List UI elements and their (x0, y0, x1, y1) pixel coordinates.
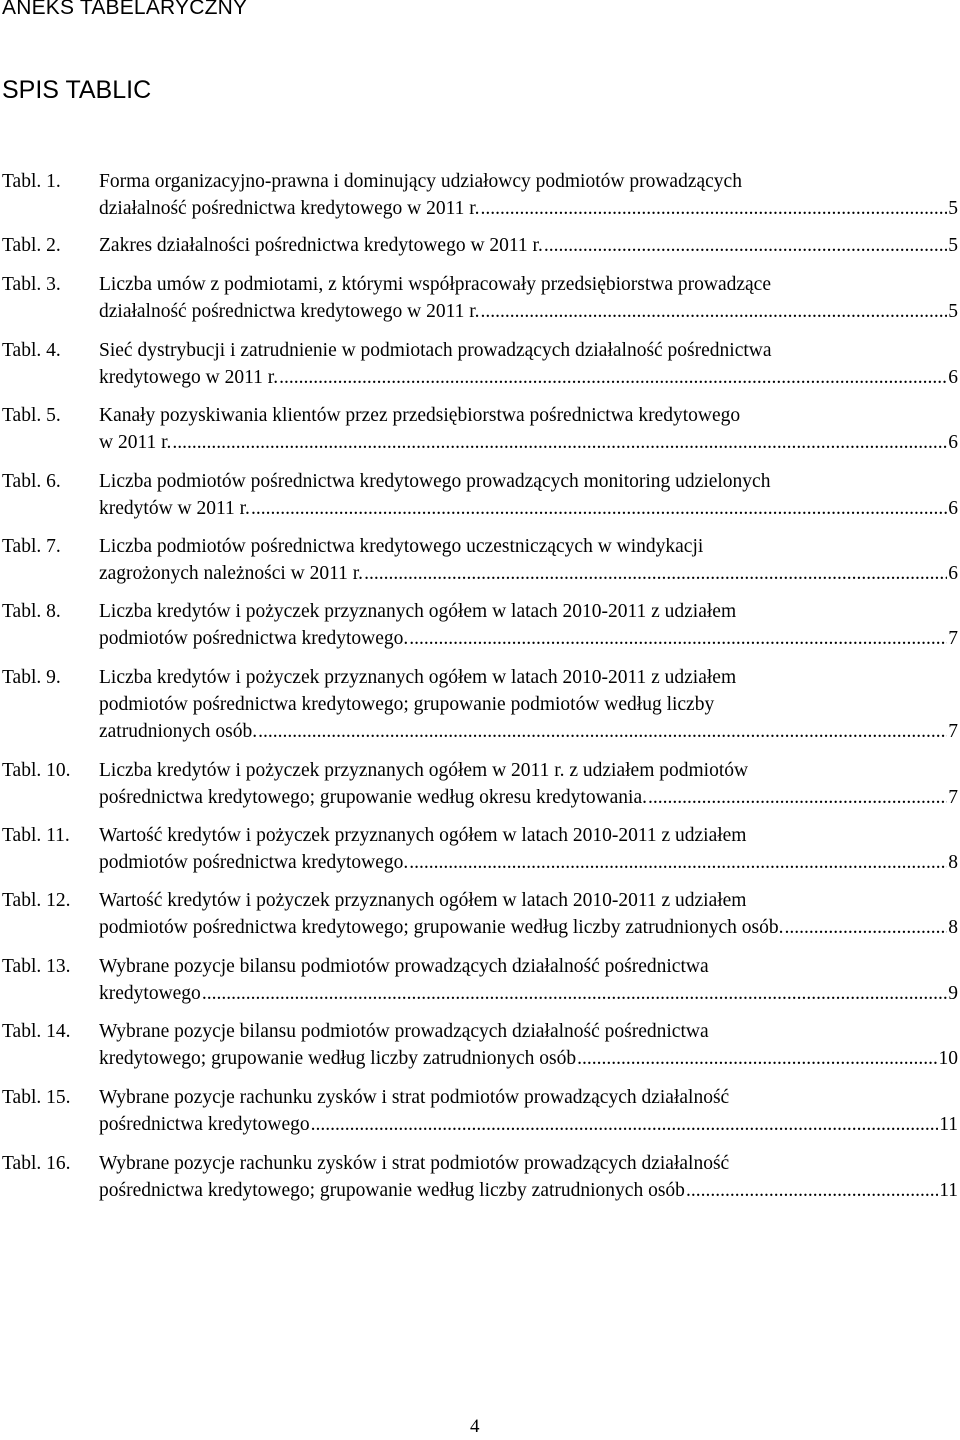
leader-dots (409, 849, 947, 876)
toc-entry-text: Wybrane pozycje bilansu podmiotów prowadzących działalność pośrednictwa (99, 1021, 709, 1042)
toc-entry-page: 6 (948, 432, 958, 453)
leader-dots (202, 980, 947, 1007)
toc-entry-label: Tabl. 5. (2, 405, 61, 426)
leader-dots (481, 195, 948, 222)
leader-dots (481, 298, 948, 325)
page-number: 4 (470, 1416, 480, 1437)
toc-entry-label: Tabl. 2. (2, 235, 61, 256)
toc-entry-label: Tabl. 14. (2, 1021, 71, 1042)
toc-entry-page: 6 (948, 367, 958, 388)
toc-entry-text: Liczba podmiotów pośrednictwa kredytowego prowadzących monitoring udzielonych (99, 471, 771, 492)
toc-entry-text: Liczba kredytów i pożyczek przyznanych ogółem w latach 2010-2011 z udziałem (99, 667, 737, 688)
leader-dots (785, 914, 948, 941)
toc-entry-text: kredytowego; grupowanie według liczby zatrudnionych osób (99, 1048, 577, 1069)
annex-header: ANEKS TABELARYCZNY (2, 0, 248, 19)
toc-entry-page: 7 (948, 721, 958, 742)
page-title: SPIS TABLIC (2, 76, 152, 104)
toc-entry-page: 10 (938, 1048, 958, 1069)
toc-entry-text: Wartość kredytów i pożyczek przyznanych ogółem w latach 2010-2011 z udziałem (99, 890, 747, 911)
toc-entry-text: pośrednictwa kredytowego (99, 1114, 310, 1135)
toc-entry-text: działalność pośrednictwa kredytowego w 2011 r. (99, 301, 480, 322)
toc-entry-text: w 2011 r. (99, 432, 172, 453)
toc-entry-page: 8 (948, 852, 958, 873)
leader-dots (577, 1045, 937, 1072)
toc-entry-page: 7 (948, 787, 958, 808)
toc-entry-label: Tabl. 13. (2, 956, 71, 977)
toc-entry-label: Tabl. 3. (2, 274, 61, 295)
toc-entry-page: 7 (948, 628, 958, 649)
leader-dots (409, 625, 947, 652)
toc-entry-text: kredytów w 2011 r. (99, 498, 250, 519)
toc-entry-text: zagrożonych należności w 2011 r. (99, 563, 364, 584)
toc-entry-text: podmiotów pośrednictwa kredytowego; grupowanie podmiotów według liczby (99, 694, 715, 715)
toc-entry-text: Sieć dystrybucji i zatrudnienie w podmiotach prowadzących działalność pośrednictwa (99, 340, 772, 361)
leader-dots (648, 784, 947, 811)
toc-entry-page: 11 (939, 1180, 958, 1201)
toc-entry-page: 6 (948, 563, 958, 584)
toc-entry-page: 5 (948, 235, 958, 256)
toc-entry-label: Tabl. 16. (2, 1153, 71, 1174)
leader-dots (686, 1177, 938, 1204)
toc-entry-text: Forma organizacyjno-prawna i dominujący udziałowcy podmiotów prowadzących (99, 171, 742, 192)
toc-entry-text: Wybrane pozycje bilansu podmiotów prowadzących działalność pośrednictwa (99, 956, 709, 977)
toc-entry-text: Kanały pozyskiwania klientów przez przedsiębiorstwa pośrednictwa kredytowego (99, 405, 741, 426)
toc-entry-label: Tabl. 12. (2, 890, 71, 911)
toc-entry-text: pośrednictwa kredytowego; grupowanie według okresu kredytowania. (99, 787, 648, 808)
leader-dots (279, 364, 947, 391)
toc-entry-page: 5 (948, 198, 958, 219)
toc-entry-label: Tabl. 9. (2, 667, 61, 688)
toc-entry-text: podmiotów pośrednictwa kredytowego; grupowanie według liczby zatrudnionych osób. (99, 917, 784, 938)
toc-entry-page: 8 (948, 917, 958, 938)
toc-entry-text: Wartość kredytów i pożyczek przyznanych ogółem w latach 2010-2011 z udziałem (99, 825, 747, 846)
leader-dots (258, 718, 947, 745)
toc-entry-label: Tabl. 6. (2, 471, 61, 492)
toc-entry-label: Tabl. 15. (2, 1087, 71, 1108)
toc-entry-label: Tabl. 8. (2, 601, 61, 622)
toc-entry-text: Zakres działalności pośrednictwa kredytowego w 2011 r. (99, 235, 543, 256)
leader-dots (544, 232, 947, 259)
toc-entry-text: działalność pośrednictwa kredytowego w 2011 r. (99, 198, 480, 219)
toc-entry-text: zatrudnionych osób. (99, 721, 258, 742)
toc-entry-label: Tabl. 10. (2, 760, 71, 781)
toc-entry-text: kredytowego (99, 983, 201, 1004)
toc-entry-text: Wybrane pozycje rachunku zysków i strat podmiotów prowadzących działalność (99, 1153, 730, 1174)
leader-dots (172, 429, 947, 456)
leader-dots (251, 495, 947, 522)
toc-entry-text: Liczba kredytów i pożyczek przyznanych ogółem w latach 2010-2011 z udziałem (99, 601, 737, 622)
toc-entry-page: 6 (948, 498, 958, 519)
toc-entry-text: Wybrane pozycje rachunku zysków i strat podmiotów prowadzących działalność (99, 1087, 730, 1108)
toc-entry-label: Tabl. 1. (2, 171, 61, 192)
leader-dots (311, 1111, 939, 1138)
toc-entry-page: 5 (948, 301, 958, 322)
toc-entry-label: Tabl. 11. (2, 825, 70, 846)
toc-entry-label: Tabl. 4. (2, 340, 61, 361)
toc-entry-label: Tabl. 7. (2, 536, 61, 557)
toc-entry-text: Liczba podmiotów pośrednictwa kredytowego uczestniczących w windykacji (99, 536, 704, 557)
toc-entry-page: 9 (948, 983, 958, 1004)
toc-entry-text: podmiotów pośrednictwa kredytowego. (99, 852, 409, 873)
toc-entry-text: podmiotów pośrednictwa kredytowego. (99, 628, 409, 649)
toc-entry-text: Liczba umów z podmiotami, z którymi współpracowały przedsiębiorstwa prowadzące (99, 274, 771, 295)
leader-dots (364, 560, 947, 587)
toc-entry-page: 11 (939, 1114, 958, 1135)
toc-entry-text: kredytowego w 2011 r. (99, 367, 279, 388)
toc-entry-text: Liczba kredytów i pożyczek przyznanych ogółem w 2011 r. z udziałem podmiotów (99, 760, 749, 781)
toc-entry-text: pośrednictwa kredytowego; grupowanie według liczby zatrudnionych osób (99, 1180, 685, 1201)
